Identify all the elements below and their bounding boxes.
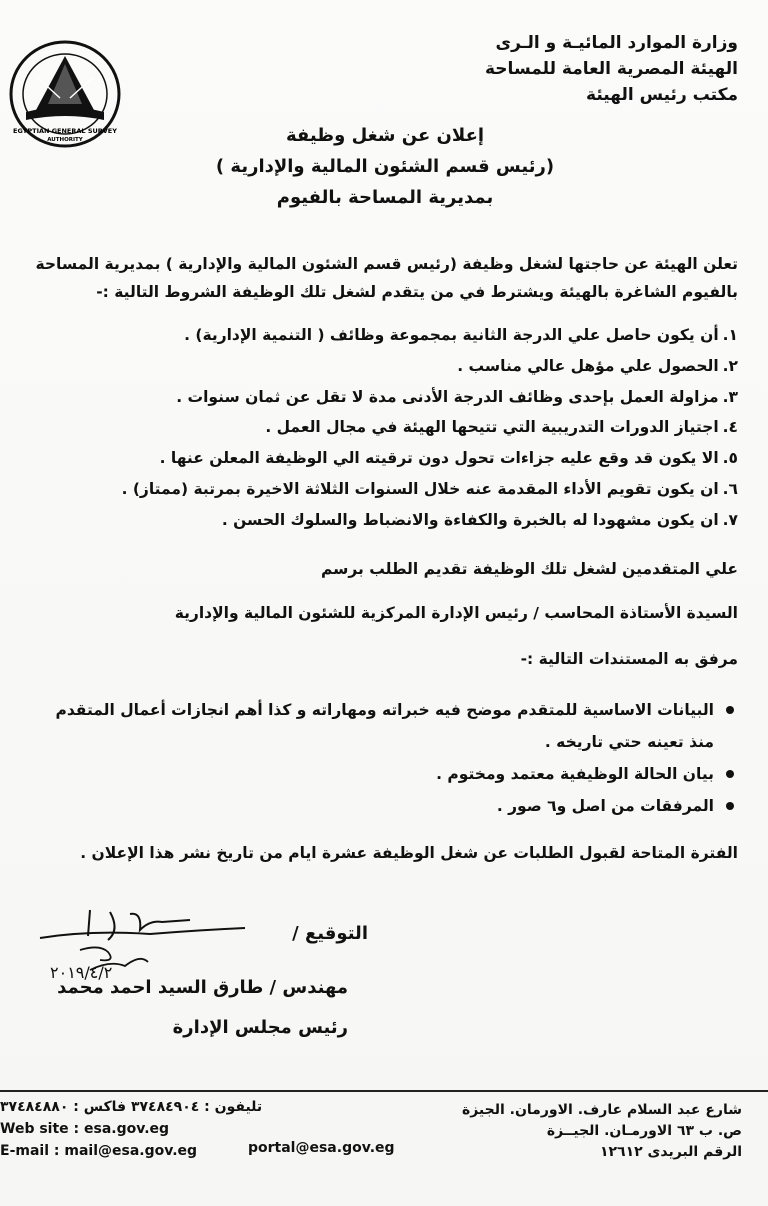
footer-email: E-mail : mail@esa.gov.eg — [0, 1143, 198, 1159]
application-period: الفترة المتاحة لقبول الطلبات عن شغل الوظيفة عشرة ايام من تاريخ نشر هذا الإعلان . — [80, 844, 738, 862]
ministry-header — [408, 30, 738, 108]
condition-item: ٧.ان يكون مشهودا له بالخبرة والكفاءة والانضباط والسلوك الحسن . — [221, 510, 738, 529]
intro-line-1: تعلن الهيئة عن حاجتها لشغل وظيفة (رئيس قسم الشئون المالية والإدارية ) بمديرية المساحة — [35, 255, 738, 273]
document-item: البيانات الاساسية للمتقدم موضح فيه خبراته ومهاراته و كذا أهم انجازات أعمال المتقدم — [8, 694, 738, 726]
egyptian-survey-authority-logo — [8, 38, 123, 150]
condition-item: ١.أن يكون حاصل علي الدرجة الثانية بمجموعة وظائف ( التنمية الإدارية) . — [184, 326, 738, 344]
header-ministry: وزارة الموارد المائيـة و الـرى — [495, 33, 738, 53]
footer-phone: تليفون : ٣٧٤٨٤٩٠٤ فاكس : ٣٧٤٨٤٨٨٠ — [0, 1099, 263, 1115]
conditions-list — [38, 320, 738, 536]
condition-item: ٥.الا يكون قد وقع عليه جزاءات تحول دون ترقيته الي الوظيفة المعلن عنها . — [159, 449, 738, 468]
signer-name: مهندس / طارق السيد احمد محمد — [57, 977, 348, 998]
signature-label: التوقيع / — [292, 923, 368, 944]
footer-address-2: ص. ب ٦٣ الاورمـان. الجيــزة — [546, 1123, 742, 1139]
condition-item: ٤.اجتياز الدورات التدريبية التي تتيحها الهيئة في مجال العمل . — [265, 418, 738, 437]
svg-text:EGYPTIAN GENERAL SURVEY: EGYPTIAN GENERAL SURVEY — [13, 127, 117, 135]
document-item: بيان الحالة الوظيفية معتمد ومختوم . — [8, 758, 738, 790]
signer-block — [57, 968, 348, 1048]
condition-item: ٢.الحصول علي مؤهل عالي مناسب . — [457, 356, 738, 375]
apply-attachments-intro: مرفق به المستندات التالية :- — [520, 650, 738, 668]
intro-paragraph — [18, 250, 738, 306]
svg-text:٢٠١٩/٤/٢: ٢٠١٩/٤/٢ — [50, 963, 113, 982]
svg-text:AUTHORITY: AUTHORITY — [47, 137, 83, 143]
condition-item: ٦.ان يكون تقويم الأداء المقدمة عنه خلال السنوات الثلاثة الاخيرة بمرتبة (ممتاز) . — [121, 479, 738, 498]
title-line-2: (رئيس قسم الشئون المالية والإدارية ) — [215, 156, 555, 177]
documents-list — [8, 694, 738, 822]
footer-address-3: الرقم البريدى ١٢٦١٢ — [599, 1144, 742, 1160]
footer-website: Web site : esa.gov.eg — [0, 1121, 170, 1137]
signer-position: رئيس مجلس الإدارة — [172, 1017, 348, 1038]
footer-divider — [0, 1090, 768, 1092]
condition-item: ٣.مزاولة العمل بإحدى وظائف الدرجة الأدنى مدة لا تقل عن ثمان سنوات . — [176, 387, 738, 406]
header-office: مكتب رئيس الهيئة — [586, 85, 738, 105]
announcement-title — [150, 120, 620, 213]
document-item-continuation: منذ تعينه حتي تاريخه . — [544, 733, 714, 751]
apply-recipient: السيدة الأستاذة المحاسب / رئيس الإدارة المركزية للشئون المالية والإدارية — [174, 604, 738, 622]
footer-portal: portal@esa.gov.eg — [248, 1140, 395, 1156]
footer-address-1: شارع عبد السلام عارف. الاورمان. الجيزة — [461, 1102, 742, 1118]
document-item: المرفقات من اصل و٦ صور . — [8, 790, 738, 822]
title-line-3: بمديرية المساحة بالفيوم — [276, 187, 494, 208]
footer-address — [442, 1100, 742, 1163]
title-line-1: إعلان عن شغل وظيفة — [285, 125, 485, 146]
header-authority: الهيئة المصرية العامة للمساحة — [485, 59, 738, 79]
apply-line-1: علي المتقدمين لشغل تلك الوظيفة تقديم الطلب برسم — [320, 560, 738, 578]
intro-line-2: بالفيوم الشاغرة بالهيئة ويشترط في من يتقدم لشغل تلك الوظيفة الشروط التالية :- — [96, 283, 738, 301]
